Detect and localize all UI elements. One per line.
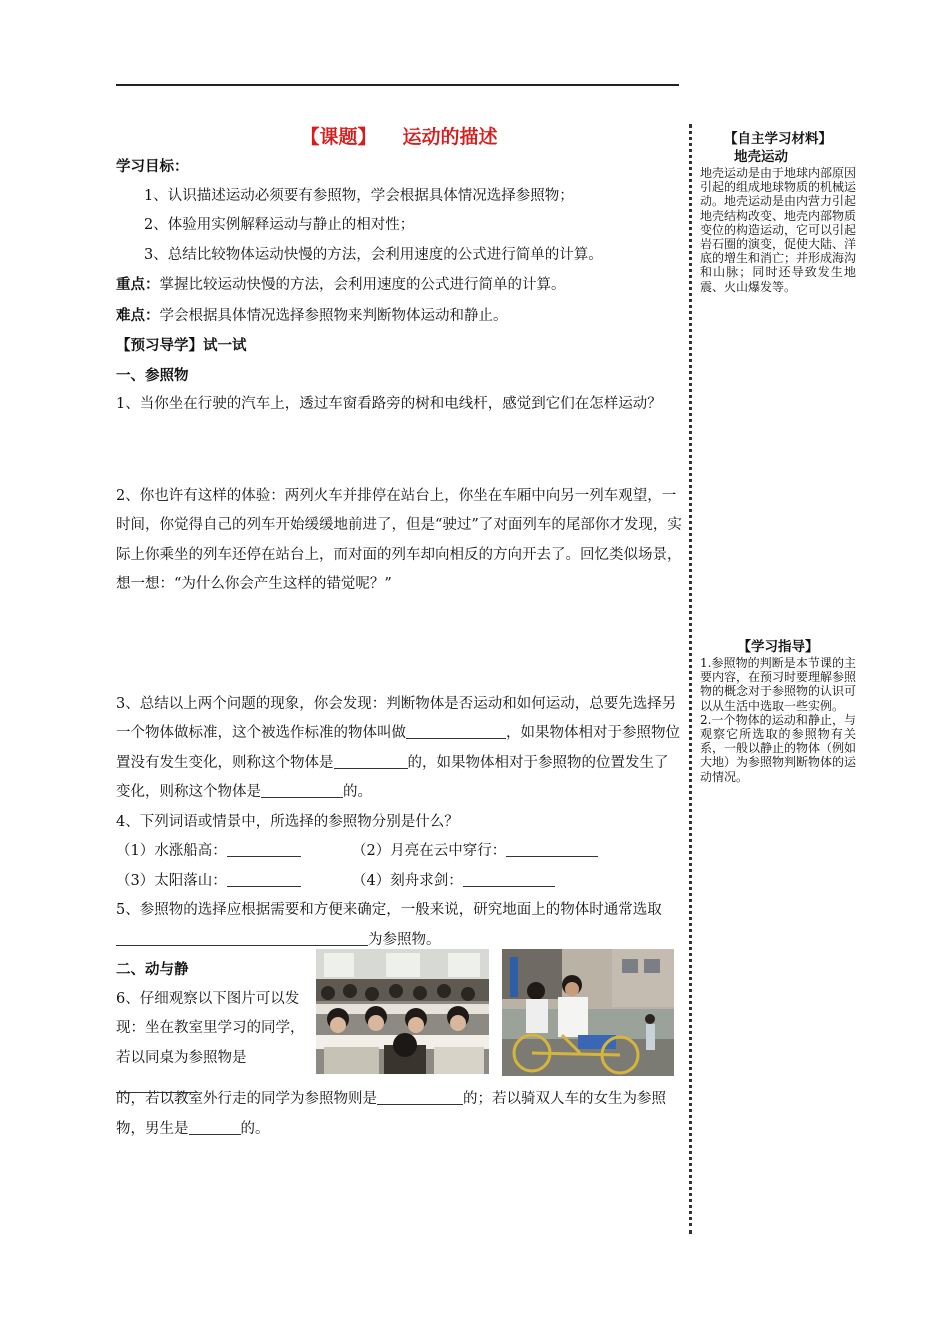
preview-heading: 【预习导学】试一试	[116, 337, 247, 354]
q5-text-2: 为参照物。	[368, 931, 441, 948]
goals-label: 学习目标：	[116, 158, 189, 175]
sidebar-material	[700, 130, 856, 294]
key-point	[116, 270, 682, 301]
material-heading: 【自主学习材料】	[724, 131, 832, 147]
difficulty-text: 学会根据具体情况选择参照物来判断物体运动和静止。	[159, 307, 508, 324]
goal-item-1: 1、认识描述运动必须要有参照物，学会根据具体情况选择参照物；	[144, 187, 574, 204]
question-1: 1、当你坐在行驶的汽车上，透过车窗看路旁的树和电线杆，感觉到它们在怎样运动？	[116, 396, 662, 412]
question-6-start	[116, 985, 306, 1103]
q4-blank-d[interactable]	[463, 869, 555, 887]
classroom-photo	[316, 949, 489, 1074]
q3-blank-3[interactable]	[261, 780, 343, 798]
answer-space-2[interactable]	[116, 600, 682, 690]
q3-text-4: 的。	[343, 784, 372, 800]
section2-heading: 二、动与静	[116, 961, 189, 978]
goal-item-2: 2、体验用实例解释运动与静止的相对性；	[144, 217, 415, 233]
question-4-row-1	[116, 837, 682, 867]
q6-text-1: 6、仔细观察以下图片可以发现：坐在教室里学习的同学，若以同桌为参照物是	[116, 990, 305, 1066]
q6-text-4: 的。	[240, 1120, 270, 1137]
goal-item-3: 3、总结比较物体运动快慢的方法，会利用速度的公式进行简单的计算。	[144, 246, 603, 263]
question-3	[116, 690, 682, 808]
title-name: 运动的描述	[402, 126, 498, 148]
q4-blank-b[interactable]	[506, 839, 598, 857]
answer-space-1[interactable]	[116, 420, 682, 482]
title-bracket: 【课题】	[300, 126, 377, 148]
q6-text-2: 的，若以教室外行走的同学为参照物则是	[116, 1091, 377, 1107]
q6-blank-3[interactable]	[189, 1117, 241, 1135]
q6-text-3: 的；若以骑双人车的女生为参照物，男生是	[116, 1091, 666, 1137]
key-point-text: 掌握比较运动快慢的方法，会利用速度的公式进行简单的计算。	[159, 277, 566, 293]
q4-item-d: （4）刻舟求剑：	[352, 872, 463, 889]
q6-blank-2[interactable]	[377, 1087, 463, 1105]
column-divider	[689, 124, 692, 1234]
guide-item-2: 2.一个物体的运动和静止，与观察它所选取的参照物有关系，一般以静止的物体（例如大地）为参照物判断物体的运动情况。	[700, 712, 857, 784]
key-point-label: 重点：	[116, 276, 160, 293]
q3-blank-1[interactable]	[406, 721, 506, 739]
q3-text-2: ，如果物体相对于参照物位置没有发生变化，则称这个物体是	[116, 725, 680, 771]
q5-text-1: 5、参照物的选择应根据需要和方便来确定，一般来说，研究地面上的物体时通常选取	[116, 902, 662, 918]
q3-text-1: 3、总结以上两个问题的现象，你会发现：判断物体是否运动和如何运动，总要先选择另一个物体做标准，这个被选作标准的物体叫做	[116, 695, 677, 741]
q5-blank[interactable]	[116, 928, 368, 946]
question-4-row-2	[116, 867, 682, 897]
q4-item-b: （2）月亮在云中穿行：	[352, 843, 507, 859]
q4-item-c: （3）太阳落山：	[116, 872, 227, 889]
page-title	[116, 122, 682, 152]
difficulty-label: 难点：	[116, 306, 160, 324]
material-subheading: 地壳运动	[734, 149, 788, 165]
difficulty	[116, 301, 682, 332]
question-4-stem: 4、下列词语或情景中，所选择的参照物分别是什么？	[116, 813, 459, 830]
material-text: 地壳运动是由于地球内部原因引起的组成地球物质的机械运动。地壳运动是由内营力引起地壳结构改变、地壳内部物质变位的构造运动，它可以引起岩石圈的演变，促使大陆、洋底的增生和消亡；并形成海沟和山脉；同时还导致发生地震、火山爆发等。	[700, 166, 857, 294]
q4-blank-a[interactable]	[227, 839, 301, 857]
sidebar-guide	[700, 638, 856, 784]
q3-blank-2[interactable]	[334, 751, 408, 769]
q4-item-a: （1）水涨船高：	[116, 843, 227, 859]
q6-blank-1[interactable]	[116, 1075, 198, 1093]
guide-item-1: 1.参照物的判断是本节课的主要内容，在预习时要理解参照物的概念对于参照物的认识可以从生活中选取一些实例。	[700, 656, 857, 713]
section2	[116, 955, 682, 1085]
main-column	[116, 120, 682, 1144]
q4-blank-c[interactable]	[227, 869, 301, 887]
guide-heading: 【学习指导】	[737, 639, 819, 655]
tandem-bike-photo	[502, 949, 674, 1076]
header-rule	[116, 84, 679, 86]
question-2: 2、你也许有这样的体验：两列火车并排停在站台上，你坐在车厢中向另一列车观望，一时间，你觉得自己的列车开始缓缓地前进了，但是“驶过”了对面列车的尾部你才发现，实际上你乘坐的列车还停在站台上，而对面的列车却向相反的方向开去了。回忆类似场景，想一想：“为什么你会产生这样的错觉呢？”	[116, 487, 682, 592]
section1-heading: 一、参照物	[116, 366, 189, 384]
q3-text-3: 的，如果物体相对于参照物的位置发生了变化，则称这个物体是	[116, 754, 669, 800]
question-5	[116, 896, 682, 955]
